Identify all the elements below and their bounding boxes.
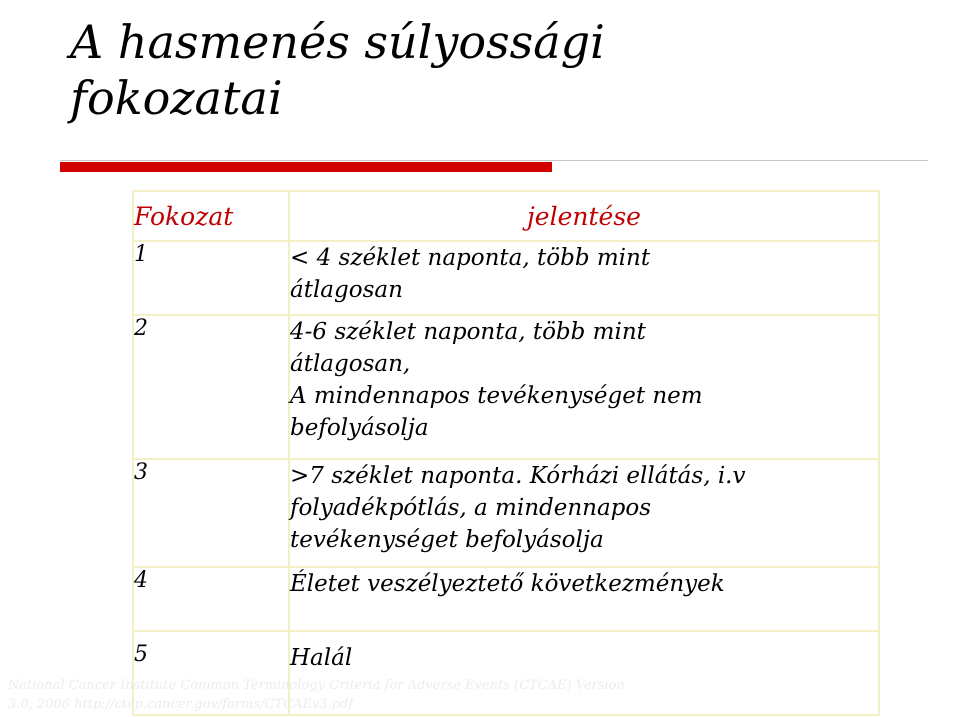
description-line: < 4 széklet naponta, több mint [290, 245, 651, 271]
table-header-row [133, 191, 879, 241]
header-grade: Fokozat [133, 191, 289, 241]
grade-cell: 2 [133, 315, 289, 459]
source-citation [8, 676, 948, 714]
description-line: A mindennapos tevékenységet nem [290, 383, 703, 409]
slide-title [70, 14, 930, 126]
description-line: átlagosan [290, 277, 403, 303]
grade-cell: 5 [133, 631, 289, 715]
description-line: átlagosan, [290, 351, 411, 377]
description-line: folyadékpótlás, a mindennapos [290, 495, 652, 521]
header-meaning: jelentése [289, 191, 879, 241]
description-cell [289, 459, 879, 567]
severity-grades-table [132, 190, 880, 716]
description-cell [289, 241, 879, 315]
description-line: tevékenységet befolyásolja [290, 527, 604, 553]
title-divider-accent [60, 162, 552, 172]
citation-line-1: National Cancer Institute Common Terminology Criteria for Adverse Events (CTCAE) Version [8, 678, 625, 693]
grade-cell: 4 [133, 567, 289, 631]
title-divider-thin [60, 160, 928, 161]
description-line: >7 széklet naponta. Kórházi ellátás, i.v [290, 463, 746, 489]
description-line: Életet veszélyeztető következmények [290, 571, 725, 597]
description-cell [289, 567, 879, 631]
slide-title-line-1: A hasmenés súlyossági [70, 15, 605, 69]
grade-cell: 3 [133, 459, 289, 567]
description-cell [289, 315, 879, 459]
citation-line-2: 3.0, 2006 http://ctep.cancer.gov/forms/CTCAEv3.pdf [8, 697, 354, 712]
table-row [133, 459, 879, 567]
slide-title-line-2: fokozatai [70, 71, 283, 125]
table-row [133, 567, 879, 631]
table-row [133, 241, 879, 315]
description-line: befolyásolja [290, 415, 429, 441]
grade-cell: 1 [133, 241, 289, 315]
description-line: 4-6 széklet naponta, több mint [290, 319, 646, 345]
description-line: Halál [290, 645, 353, 671]
table-row [133, 315, 879, 459]
